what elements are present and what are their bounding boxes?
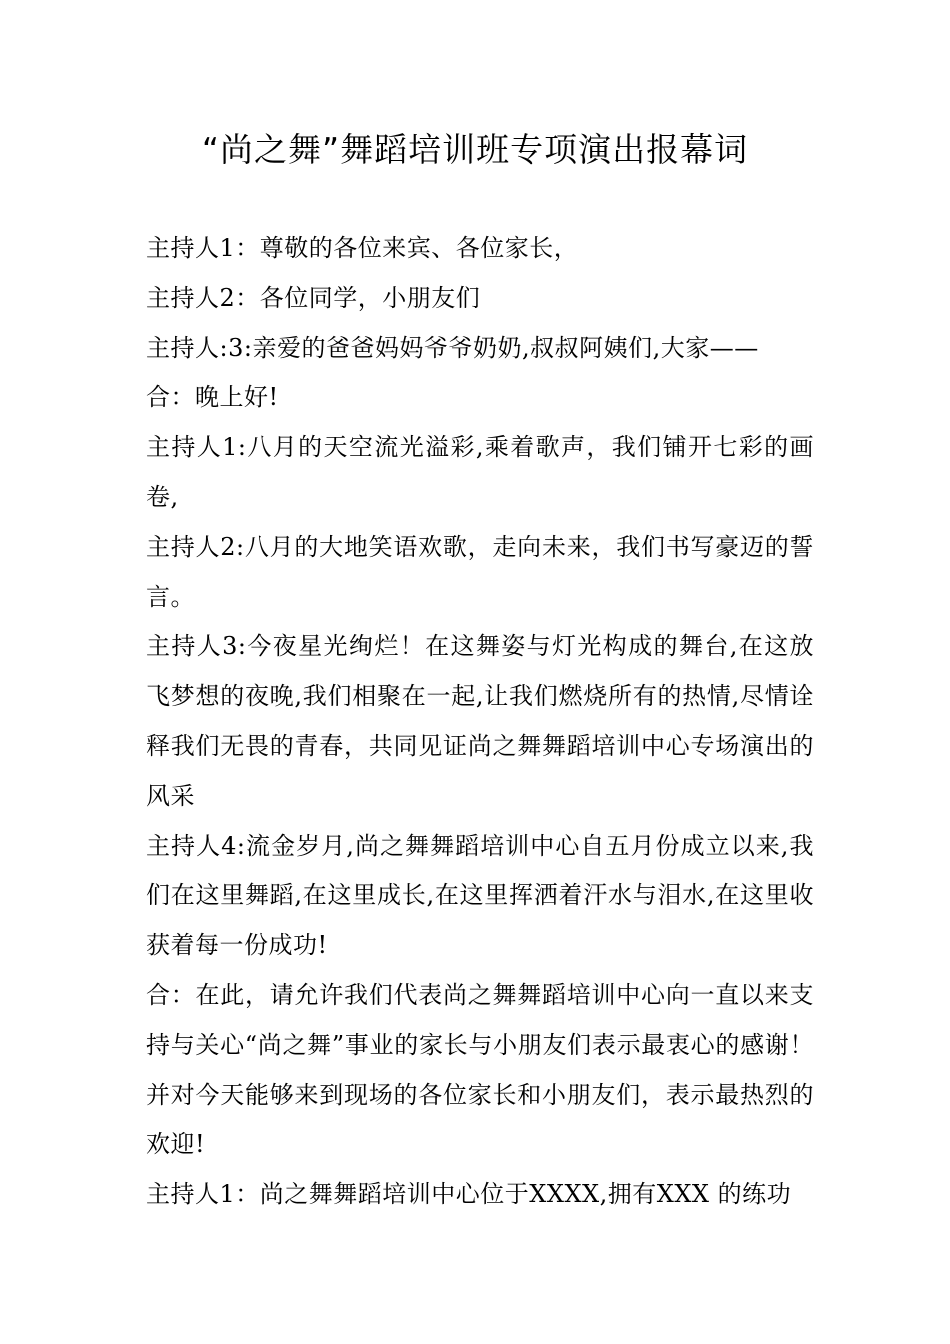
paragraph-all-good-evening: 合：晚上好! — [146, 383, 279, 412]
paragraph-all-thanks: 合：在此，请允许我们代表尚之舞舞蹈培训中心向一直以来支持与关心“尚之舞”事业的家长与小朋友们表示最衷心的感谢！并对今天能够来到现场的各位家长和小朋友们，表示最热烈的欢迎! — [146, 980, 814, 1159]
document-title: “尚之舞”舞蹈培训班专项演出报幕词 — [201, 130, 749, 169]
paragraph-host2-greeting: 主持人2：各位同学，小朋友们 — [146, 283, 481, 312]
paragraph-host1-greeting: 主持人1：尊敬的各位来宾、各位家长， — [146, 234, 579, 262]
paragraph-host4-history: 主持人4:流金岁月,尚之舞舞蹈培训中心自五月份成立以来,我们在这里舞蹈,在这里成长,在这里挥洒着汗水与泪水,在这里收获着每一份成功! — [146, 831, 814, 960]
paragraph-host3-greeting: 主持人:3:亲爱的爸爸妈妈爷爷奶奶,叔叔阿姨们,大家—— — [146, 333, 759, 362]
paragraph-host1-location: 主持人1：尚之舞舞蹈培训中心位于XXXX,拥有XXX 的练功 — [146, 1180, 792, 1209]
paragraph-host3-stage: 主持人3:今夜星光绚烂！在这舞姿与灯光构成的舞台,在这放飞梦想的夜晚,我们相聚在一起,让我们燃烧所有的热情,尽情诠释我们无畏的青春，共同见证尚之舞舞蹈培训中心专场演出的风采 — [146, 632, 814, 810]
paragraph-host1-sky: 主持人1:八月的天空流光溢彩,乘着歌声，我们铺开七彩的画卷, — [146, 433, 814, 511]
paragraph-host2-earth: 主持人2:八月的大地笑语欢歌，走向未来，我们书写豪迈的誓言。 — [146, 532, 814, 611]
document-body — [146, 224, 814, 1220]
